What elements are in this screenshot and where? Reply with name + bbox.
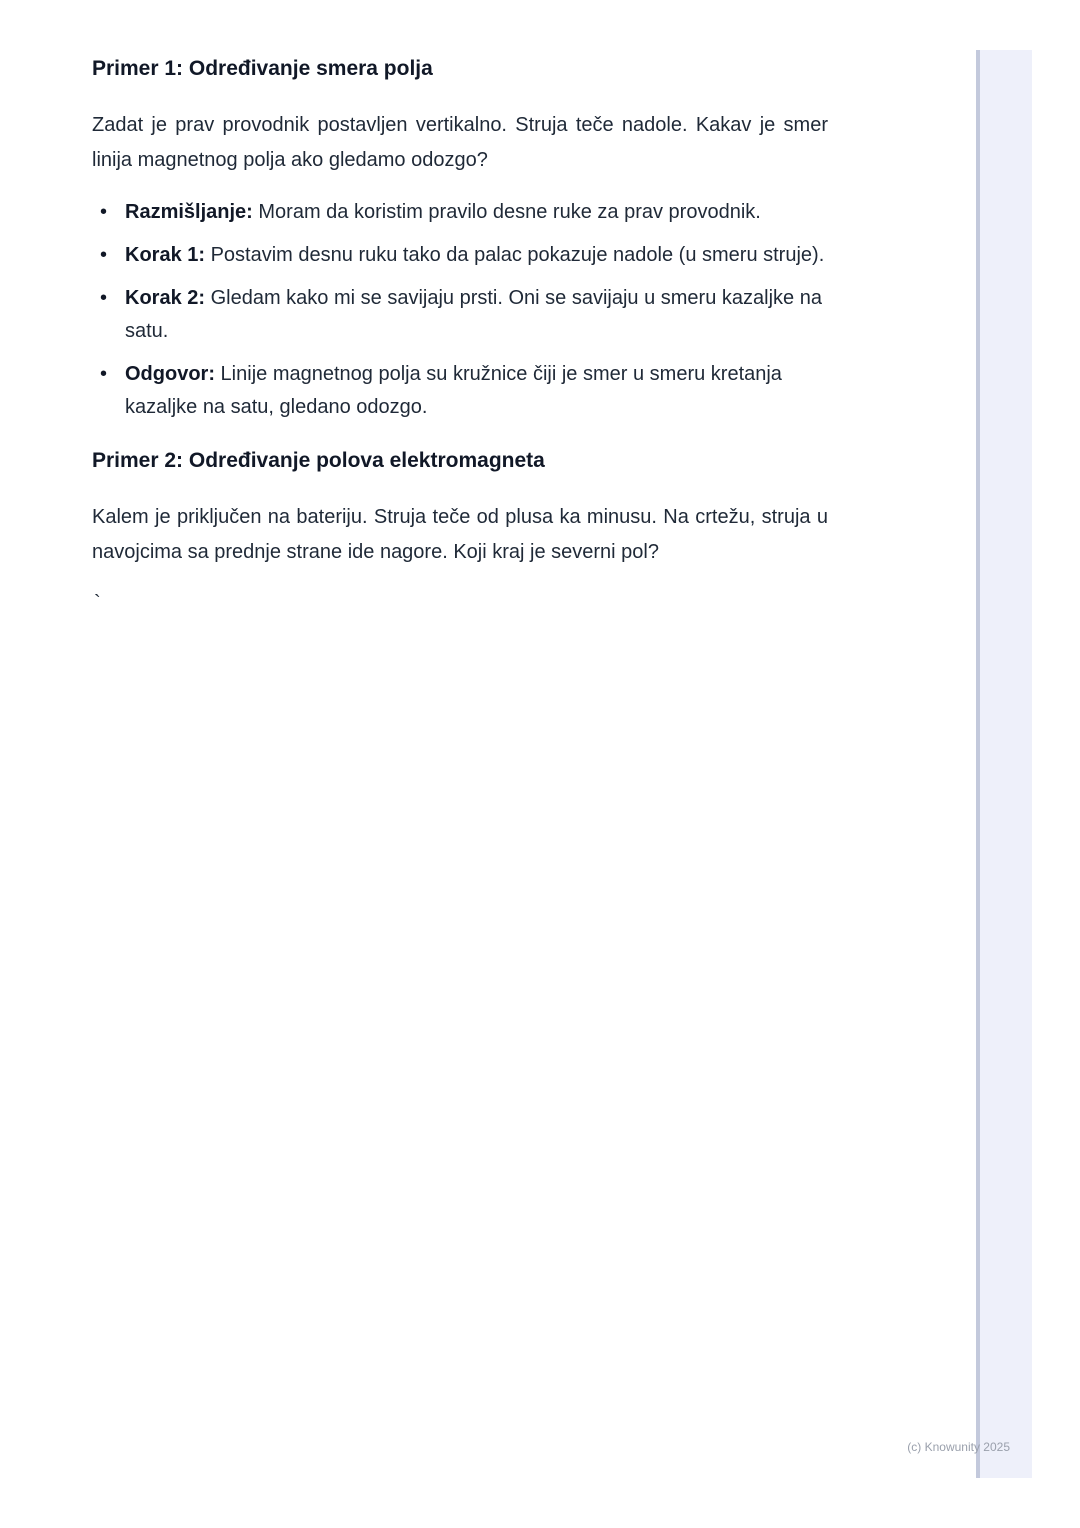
list-item bbox=[92, 239, 828, 272]
step-text: Postavim desnu ruku tako da palac pokazuje nadole (u smeru struje). bbox=[205, 244, 825, 266]
example2-heading: Primer 2: Određivanje polova elektromagneta bbox=[92, 449, 545, 472]
step-text: Linije magnetnog polja su kružnice čiji je smer u smeru kretanja kazaljke na satu, gledano odozgo. bbox=[125, 363, 782, 418]
example1-heading: Primer 1: Određivanje smera polja bbox=[92, 57, 433, 80]
list-item bbox=[92, 358, 828, 424]
example2-question: Kalem je priključen na bateriju. Struja teče od plusa ka minusu. Na crtežu, struja u navojcima sa prednje strane ide nagore. Koji kraj je severni pol? bbox=[92, 506, 828, 563]
bullet-icon: • bbox=[100, 244, 108, 266]
list-item bbox=[92, 282, 828, 348]
step-label: Korak 1: bbox=[125, 244, 206, 266]
example1-steps-list bbox=[92, 196, 828, 424]
example1-question: Zadat je prav provodnik postavljen vertikalno. Struja teče nadole. Kakav je smer linija magnetnog polja ako gledamo odozgo? bbox=[92, 114, 828, 171]
bullet-icon: • bbox=[100, 287, 108, 309]
document-content bbox=[92, 52, 828, 618]
side-panel bbox=[976, 50, 1032, 1478]
step-text: Moram da koristim pravilo desne ruke za prav provodnik. bbox=[252, 201, 761, 223]
step-label: Razmišljanje: bbox=[125, 201, 253, 223]
step-text: Gledam kako mi se savijaju prsti. Oni se savijaju u smeru kazaljke na satu. bbox=[125, 287, 822, 342]
step-label: Odgovor: bbox=[125, 363, 215, 385]
copyright-footer: (c) Knowunity 2025 bbox=[907, 1440, 1010, 1454]
bullet-icon: • bbox=[100, 201, 108, 223]
list-item bbox=[92, 196, 828, 229]
step-label: Korak 2: bbox=[125, 287, 206, 309]
bullet-icon: • bbox=[100, 363, 108, 385]
stray-backtick: ` bbox=[94, 592, 101, 614]
